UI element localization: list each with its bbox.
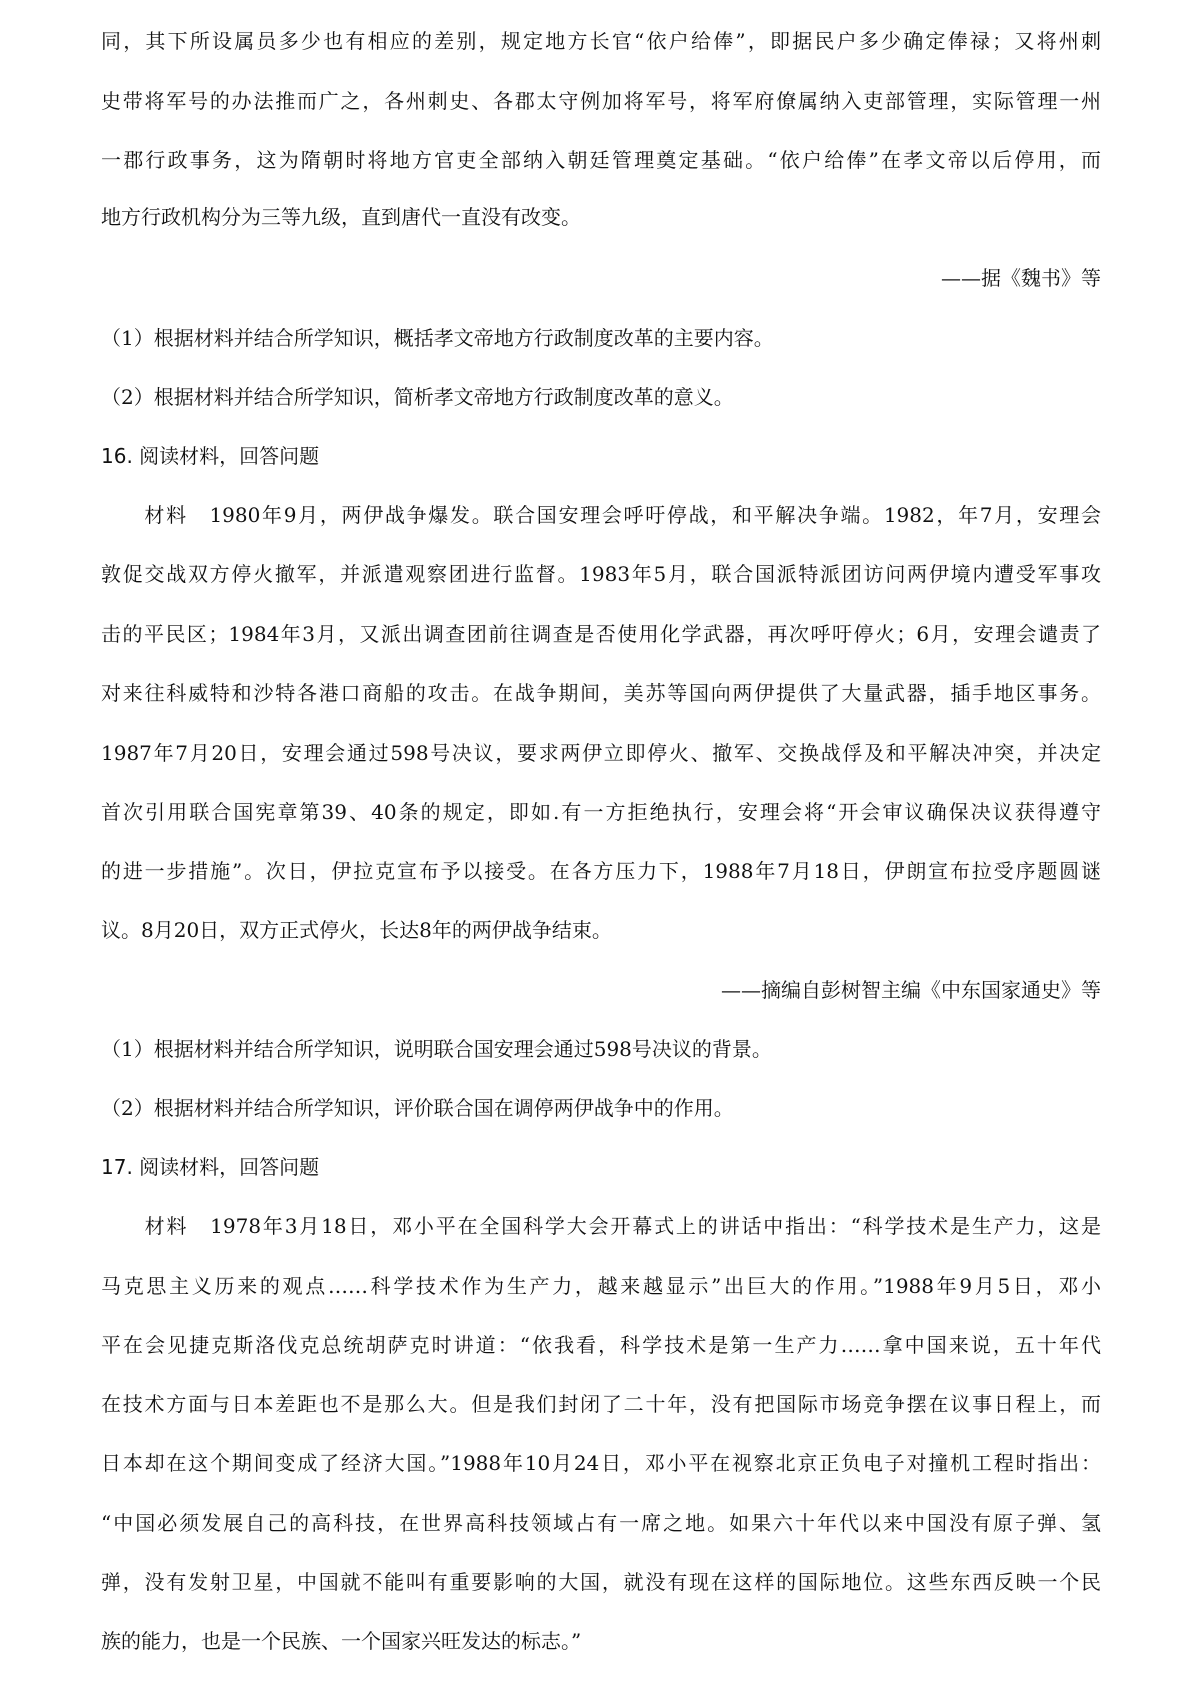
paragraph-line: 同，其下所设属员多少也有相应的差别，规定地方长官“依户给俸”，即据民户多少确定俸禄；又将州刺: [101, 29, 1101, 53]
paragraph-line: 马克思主义历来的观点……科学技术作为生产力，越来越显示”出巨大的作用。”1988年9月5日，邓小: [101, 1274, 1101, 1298]
paragraph-line: 对来往科威特和沙特各港口商船的攻击。在战争期间，美苏等国向两伊提供了大量武器，插手地区事务。: [101, 681, 1101, 705]
paragraph-line: 在技术方面与日本差距也不是那么大。但是我们封闭了二十年，没有把国际市场竞争摆在议事日程上，而: [101, 1392, 1101, 1416]
question-heading: 16. 阅读材料，回答问题: [101, 444, 320, 468]
paragraph-line: 族的能力，也是一个民族、一个国家兴旺发达的标志。”: [101, 1629, 582, 1653]
question-item: （1）根据材料并结合所学知识，概括孝文帝地方行政制度改革的主要内容。: [101, 326, 774, 350]
paragraph-line: 弹，没有发射卫星，中国就不能叫有重要影响的大国，就没有现在这样的国际地位。这些东西反映一个民: [101, 1570, 1101, 1594]
paragraph-line: 击的平民区；1984年3月，又派出调查团前往调查是否使用化学武器，再次呼吁停火；6月，安理会谴责了: [101, 622, 1101, 646]
paragraph-line: 一郡行政事务，这为隋朝时将地方官吏全部纳入朝廷管理奠定基础。“依户给俸”在孝文帝以后停用，而: [101, 148, 1101, 172]
paragraph-line: 1987年7月20日，安理会通过598号决议，要求两伊立即停火、撤军、交换战俘及和平解决冲突，并决定: [101, 741, 1101, 765]
paragraph-line: 平在会见捷克斯洛伐克总统胡萨克时讲道：“依我看，科学技术是第一生产力……拿中国来说，五十年代: [101, 1333, 1101, 1357]
question-item: （2）根据材料并结合所学知识，评价联合国在调停两伊战争中的作用。: [101, 1096, 734, 1120]
paragraph-line: 的进一步措施”。次日，伊拉克宣布予以接受。在各方压力下，1988年7月18日，伊朗宣布拉受序题圆谜: [101, 859, 1101, 883]
paragraph-line: 材料 1980年9月，两伊战争爆发。联合国安理会呼吁停战，和平解决争端。1982，年7月，安理会: [101, 503, 1101, 527]
paragraph-line: “中国必须发展自己的高科技，在世界高科技领域占有一席之地。如果六十年代以来中国没有原子弹、氢: [101, 1511, 1101, 1535]
paragraph-line: 材料 1978年3月18日，邓小平在全国科学大会开幕式上的讲话中指出：“科学技术是生产力，这是: [101, 1214, 1101, 1238]
source-citation: ——据《魏书》等: [941, 266, 1101, 290]
question-item: （2）根据材料并结合所学知识，简析孝文帝地方行政制度改革的意义。: [101, 385, 734, 409]
source-citation: ——摘编自彭树智主编《中东国家通史》等: [721, 978, 1101, 1002]
question-item: （1）根据材料并结合所学知识，说明联合国安理会通过598号决议的背景。: [101, 1037, 772, 1061]
question-heading: 17. 阅读材料，回答问题: [101, 1155, 320, 1179]
paragraph-line: 日本却在这个期间变成了经济大国。”1988年10月24日，邓小平在视察北京正负电子对撞机工程时指出：: [101, 1451, 1101, 1475]
paragraph-line: 敦促交战双方停火撤军，并派遣观察团进行监督。1983年5月，联合国派特派团访问两伊境内遭受军事攻: [101, 562, 1101, 586]
paragraph-line: 地方行政机构分为三等九级，直到唐代一直没有改变。: [101, 205, 581, 229]
paragraph-line: 史带将军号的办法推而广之，各州刺史、各郡太守例加将军号，将军府僚属纳入吏部管理，实际管理一州: [101, 89, 1101, 113]
paragraph-line: 议。8月20日，双方正式停火，长达8年的两伊战争结束。: [101, 918, 612, 942]
paragraph-line: 首次引用联合国宪章第39、40条的规定，即如.有一方拒绝执行，安理会将“开会审议确保决议获得遵守: [101, 800, 1101, 824]
